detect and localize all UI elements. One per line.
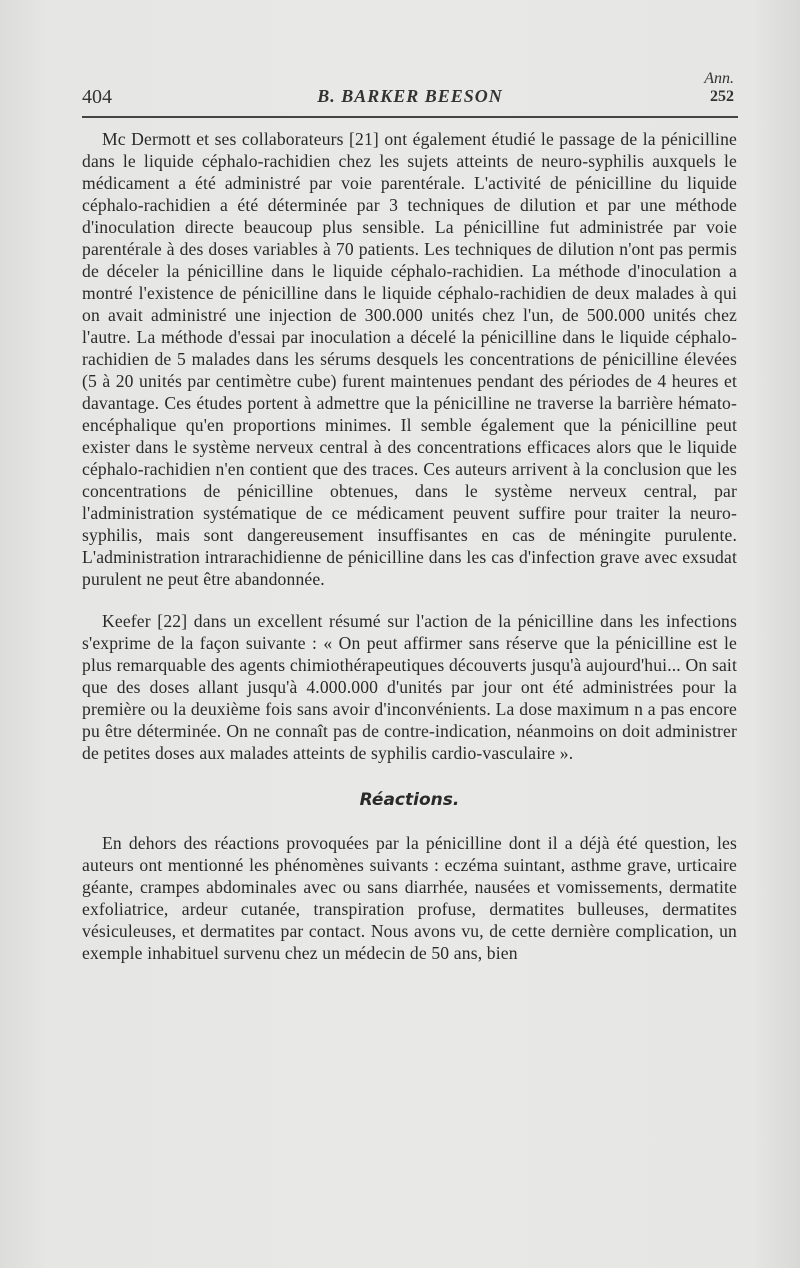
journal-abbreviation: Ann. xyxy=(704,70,734,87)
volume-number: 252 xyxy=(710,88,734,105)
paragraph-reactions: En dehors des réactions provoquées par la pénicilline dont il a déjà été question, les auteurs ont mentionné les phénomènes suivants : eczéma suintant, asthme grave, urticaire géante, crampes abdominales avec ou sans diarrhée, nausées et vomissements, dermatite exfoliatrice, ardeur cutanée, transpiration profuse, dermatites bulleuses, dermatites vésiculeuses, et dermatites par contact. Nous avons vu, de cette dernière complication, un exemple inhabituel survenu chez un médecin de 50 ans, bien xyxy=(82,833,737,963)
page-number: 404 xyxy=(82,86,112,108)
paragraph-keefer: Keefer [22] dans un excellent résumé sur l'action de la pénicilline dans les infections s'exprime de la façon suivante : « On peut affirmer sans réserve que la pénicilline est le plus remarquable des agents chimiothérapeutiques découverts jusqu'à aujourd'hui... On sait que des doses allant jusqu'à 4.000.000 d'unités par jour ont été administrées pour la première ou la deuxième fois sans avoir d'inconvénients. La dose maximum n a pas encore pu être déterminée. On ne connaît pas de contre-indication, néanmoins on doit administrer de petites doses aux malades atteints de syphilis cardio-vasculaire ». xyxy=(82,611,737,763)
running-title: B. BARKER BEESON xyxy=(317,86,503,106)
body-text xyxy=(82,128,737,964)
section-heading-reactions: Réactions. xyxy=(359,790,460,810)
page-header xyxy=(82,70,738,118)
header-rule xyxy=(82,116,738,118)
paragraph-mcdermott: Mc Dermott et ses collaborateurs [21] ont également étudié le passage de la pénicilline dans le liquide céphalo-rachidien chez les sujets atteints de neuro-syphilis auxquels le médicament a été administré par voie parentérale. L'activité de pénicilline du liquide céphalo-rachidien a été déterminée par 3 techniques de dilution et par une méthode d'inoculation directe beaucoup plus sensible. La pénicilline fut administrée par voie parentérale à des doses variables à 70 patients. Les techniques de dilution n'ont pas permis de déceler la pénicilline dans le liquide céphalo-rachidien. La méthode d'inoculation a montré l'existence de pénicilline dans le liquide céphalo-rachidien de deux malades à qui on avait administré une injection de 300.000 unités chez l'un, de 500.000 unités chez l'autre. La méthode d'essai par inoculation a décelé la pénicilline dans le liquide céphalo-rachidien de 5 malades dans les sérums desquels les concentrations de pénicilline élevées (5 à 20 unités par centimètre cube) furent maintenues pendant des périodes de 4 heures et davantage. Ces études portent à admettre que la pénicilline ne traverse la barrière hémato-encéphalique qu'en proportions minimes. Il semble également que la pénicilline peut exister dans le système nerveux central à des concentrations efficaces alors que le liquide céphalo-rachidien n'en contient que des traces. Ces auteurs arrivent à la conclusion que les concentrations de pénicilline obtenues, dans le système nerveux central, par l'administration systématique de ce médicament peuvent suffire pour traiter la neuro-syphilis, mais sont dangereusement insuffisantes en cas de méningite purulente. L'administration intrarachidienne de pénicilline dans les cas d'infection grave avec exsudat purulent ne peut être abandonnée. xyxy=(82,129,737,589)
